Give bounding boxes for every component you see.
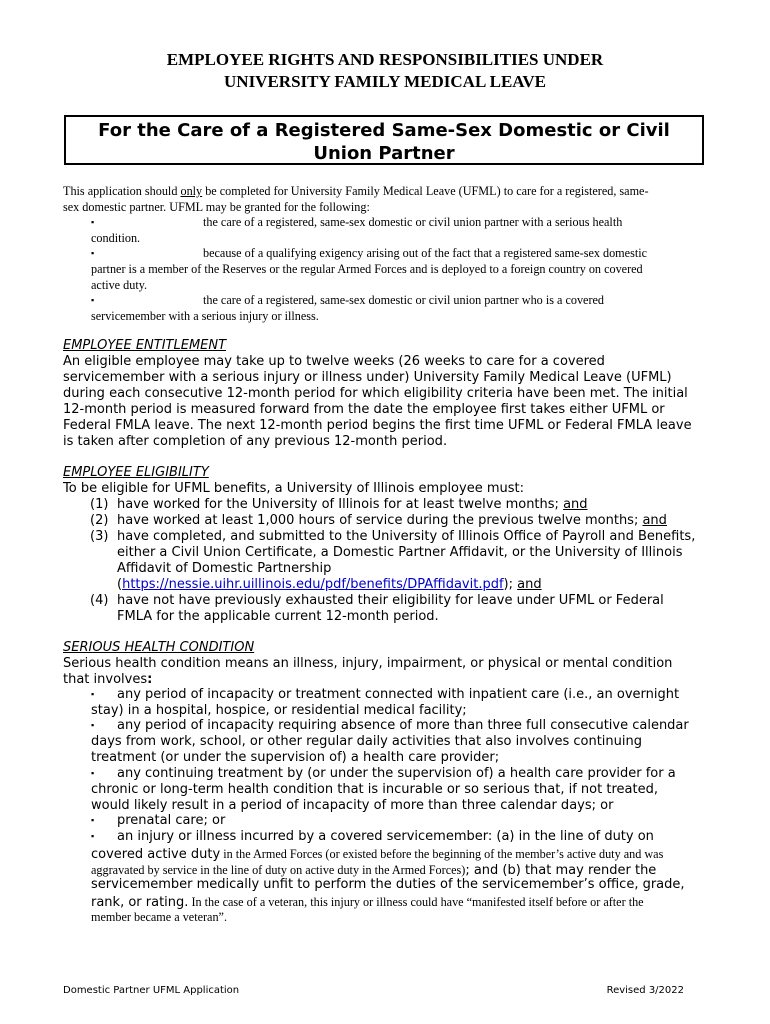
render-text: ; and (b) that may render the	[465, 863, 657, 878]
intro-bullet-2-line-3: active duty.	[91, 278, 148, 292]
serious-bullet-5-line-6: member became a veteran”.	[91, 910, 228, 924]
entitlement-line: An eligible employee may take up to twelve weeks (26 weeks to care for a covered	[63, 354, 605, 369]
armed-forces-text: in the Armed Forces (or existed before the beginning of the member’s active duty and was	[220, 847, 664, 861]
intro-text-a: This application should	[63, 184, 181, 198]
intro-bullet-3-line-1: the care of a registered, same-sex domestic or civil union partner who is a covered	[203, 293, 605, 307]
subtitle-line-2: Union Partner	[313, 143, 455, 164]
serious-bullet-4: prenatal care; or	[117, 813, 226, 828]
aggravated-text: aggravated by service in the line of duty on active duty in the Armed Forces)	[91, 863, 466, 877]
eligibility-item-3-line-4	[117, 577, 542, 592]
eligibility-item-number: (4)	[90, 593, 109, 608]
intro-only-underlined: only	[180, 184, 203, 198]
veteran-text: In the case of a veteran, this injury or illness could have “manifested itself before or after the	[188, 895, 644, 909]
section-heading-serious-health-condition: SERIOUS HEALTH CONDITION	[63, 640, 255, 655]
intro-bullet-1-line-1: the care of a registered, same-sex domestic or civil union partner with a serious health	[203, 215, 623, 229]
intro-text-b: be completed for University Family Medical Leave (UFML) to care for a registered, same-	[202, 184, 649, 198]
section-heading-eligibility: EMPLOYEE ELIGIBILITY	[63, 465, 209, 480]
serious-line-2	[63, 672, 152, 687]
square-bullet-icon: ▪	[91, 217, 95, 227]
square-bullet-icon: ▪	[91, 831, 95, 841]
footer-document-name: Domestic Partner UFML Application	[63, 985, 240, 996]
intro-line-1	[63, 184, 649, 199]
serious-line-2-text: that involves	[63, 672, 148, 687]
eligibility-item-text: have worked for the University of Illinois for at least twelve months;	[117, 497, 564, 512]
serious-bullet-3-line-2: chronic or long-term health condition that is incurable or so serious that, if not treated,	[91, 782, 658, 797]
and-underlined: and	[563, 497, 588, 512]
intro-bullet-2-line-2: partner is a member of the Reserves or the regular Armed Forces and is deployed to a foreign country on covered	[91, 262, 643, 276]
eligibility-item-4-line-2: FMLA for the applicable current 12-month period.	[117, 609, 439, 624]
eligibility-item-number: (3)	[90, 529, 109, 544]
paren-close: );	[503, 577, 518, 592]
serious-bullet-2-line-2: days from work, school, or other regular daily activities that also involves continuing	[91, 734, 642, 749]
serious-bullet-1-line-2: stay) in a hospital, hospice, or residential medical facility;	[91, 703, 467, 718]
serious-bullet-1-line-1: any period of incapacity or treatment connected with inpatient care (i.e., an overnight	[117, 687, 680, 702]
eligibility-item-number: (2)	[90, 513, 109, 528]
square-bullet-icon: ▪	[91, 248, 95, 258]
serious-bullet-5-line-4: servicemember medically unfit to perform the duties of the servicemember’s office, grade,	[91, 877, 685, 892]
square-bullet-icon: ▪	[91, 815, 95, 825]
intro-bullet-1-line-2: condition.	[91, 231, 141, 245]
eligibility-item-3-line-2: either a Civil Union Certificate, a Domestic Partner Affidavit, or the University of Illinois	[117, 545, 683, 560]
intro-bullet-2-line-1: because of a qualifying exigency arising out of the fact that a registered same-sex domestic	[203, 246, 647, 260]
serious-bullet-2-line-3: treatment (or under the supervision of) a health care provider;	[91, 750, 500, 765]
bold-colon: :	[147, 672, 153, 687]
paren-open: (	[117, 577, 123, 592]
and-underlined: and	[517, 577, 542, 592]
subtitle-line-1: For the Care of a Registered Same-Sex Domestic or Civil	[98, 120, 670, 141]
rank-rating-text: rank, or rating.	[91, 895, 189, 910]
intro-line-2: sex domestic partner. UFML may be granted for the following:	[63, 200, 370, 214]
eligibility-item-3-line-1: have completed, and submitted to the University of Illinois Office of Payroll and Benefits,	[117, 529, 696, 544]
entitlement-line: servicemember with a serious injury or illness under) University Family Medical Leave (UFML)	[63, 370, 672, 385]
document-title-line-2: UNIVERSITY FAMILY MEDICAL LEAVE	[224, 72, 546, 91]
serious-bullet-5-line-5	[91, 893, 644, 911]
section-heading-entitlement: EMPLOYEE ENTITLEMENT	[63, 338, 227, 353]
serious-line-1: Serious health condition means an illness, injury, impairment, or physical or mental condition	[63, 656, 673, 671]
entitlement-line: during each consecutive 12-month period for which eligibility criteria have been met. The initial	[63, 386, 688, 401]
square-bullet-icon: ▪	[91, 720, 95, 730]
and-underlined: and	[642, 513, 667, 528]
eligibility-item-2	[117, 513, 667, 528]
square-bullet-icon: ▪	[91, 295, 95, 305]
eligibility-intro: To be eligible for UFML benefits, a University of Illinois employee must:	[63, 481, 524, 496]
eligibility-item-3-line-3: Affidavit of Domestic Partnership	[117, 561, 332, 576]
serious-bullet-3-line-1: any continuing treatment by (or under the supervision of) a health care provider for a	[117, 766, 676, 781]
affidavit-link[interactable]: https://nessie.uihr.uillinois.edu/pdf/benefits/DPAffidavit.pdf	[122, 577, 504, 592]
eligibility-item-number: (1)	[90, 497, 109, 512]
entitlement-line: 12-month period is measured forward from the date the employee first takes either UFML or	[63, 402, 665, 417]
covered-active-duty-text: covered active duty	[91, 847, 221, 862]
square-bullet-icon: ▪	[91, 768, 95, 778]
document-title-line-1: EMPLOYEE RIGHTS AND RESPONSIBILITIES UNDER	[166, 50, 604, 69]
serious-bullet-3-line-3: would likely result in a period of incapacity of more than three calendar days; or	[91, 798, 614, 813]
serious-bullet-5-line-1: an injury or illness incurred by a covered servicemember: (a) in the line of duty on	[117, 829, 654, 844]
eligibility-item-4-line-1: have not have previously exhausted their eligibility for leave under UFML or Federal	[117, 593, 664, 608]
footer-revision-date: Revised 3/2022	[606, 985, 684, 996]
square-bullet-icon: ▪	[91, 689, 95, 699]
intro-bullet-3-line-2: servicemember with a serious injury or illness.	[91, 309, 319, 323]
subtitle-box	[64, 115, 704, 165]
eligibility-item-1	[117, 497, 588, 512]
serious-bullet-2-line-1: any period of incapacity requiring absence of more than three full consecutive calendar	[117, 718, 689, 733]
entitlement-line: is taken after completion of any previous 12-month period.	[63, 434, 448, 449]
entitlement-line: Federal FMLA leave. The next 12-month period begins the first time UFML or Federal FMLA leave	[63, 418, 692, 433]
eligibility-item-text: have worked at least 1,000 hours of service during the previous twelve months;	[117, 513, 643, 528]
